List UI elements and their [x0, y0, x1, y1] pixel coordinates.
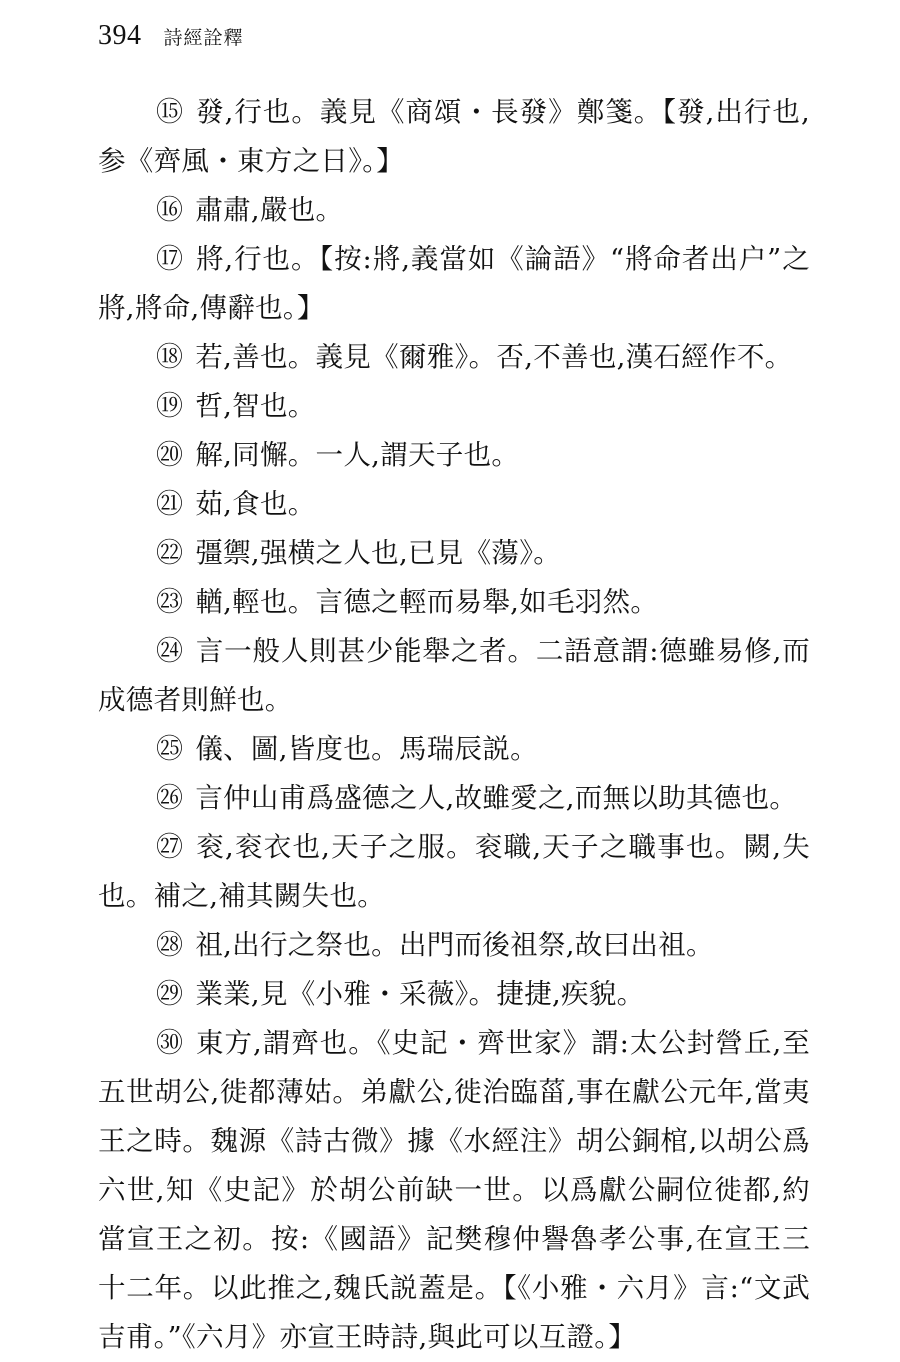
note-text: 言一般人則甚少能舉之者。二語意謂:德雖易修,而成德者則鮮也。 [98, 635, 810, 716]
note-18 [98, 333, 810, 382]
note-text: 輶,輕也。言德之輕而易舉,如毛羽然。 [195, 586, 659, 618]
note-marker: ㉓ [156, 587, 184, 618]
note-26 [98, 774, 810, 823]
note-21 [98, 480, 810, 529]
page-number: 394 [98, 20, 142, 51]
note-15 [98, 88, 810, 186]
note-text: 發,行也。義見《商頌・長發》鄭箋。【發,出行也,参《齊風・東方之日》。】 [98, 96, 810, 177]
note-marker: ㉖ [156, 783, 184, 814]
note-marker: ㉕ [156, 734, 184, 765]
note-marker: ㉙ [156, 979, 184, 1010]
note-text: 茹,食也。 [195, 488, 316, 520]
note-20 [98, 431, 810, 480]
note-text: 儀、圖,皆度也。馬瑞辰説。 [195, 733, 538, 765]
note-30 [98, 1019, 810, 1362]
note-text: 東方,謂齊也。《史記・齊世家》謂:太公封營丘,至五世胡公,徙都薄姑。弟獻公,徙治臨菑,事在獻公元年,當夷王之時。魏源《詩古微》據《水經注》胡公銅棺,以胡公爲六世,知《史記》於胡公前缺一世。以爲獻公嗣位徙都,約當宣王之初。按:《國語》記樊穆仲譽魯孝公事,在宣王三十二年。以此推之,魏氏説蓋是。【《小雅・六月》言:“文武吉甫。”《六月》亦宣王時詩,與此可以互證。】 [98, 1027, 810, 1353]
note-22 [98, 529, 810, 578]
note-marker: ⑰ [156, 244, 184, 275]
note-text: 祖,出行之祭也。出門而後祖祭,故曰出祖。 [195, 929, 714, 961]
running-header [98, 20, 244, 56]
note-27 [98, 823, 810, 921]
annotation-list [98, 88, 810, 1362]
note-text: 哲,智也。 [195, 390, 316, 422]
note-16 [98, 186, 810, 235]
note-19 [98, 382, 810, 431]
note-text: 業業,見《小雅・采薇》。捷捷,疾貌。 [195, 978, 645, 1010]
note-text: 言仲山甫爲盛德之人,故雖愛之,而無以助其德也。 [195, 782, 798, 814]
note-text: 衮,衮衣也,天子之服。衮職,天子之職事也。闕,失也。補之,補其闕失也。 [98, 831, 810, 912]
note-marker: ⑮ [156, 97, 184, 128]
note-23 [98, 578, 810, 627]
note-28 [98, 921, 810, 970]
note-text: 解,同懈。一人,謂天子也。 [195, 439, 520, 471]
note-marker: ⑲ [156, 391, 184, 422]
note-17 [98, 235, 810, 333]
note-29 [98, 970, 810, 1019]
note-marker: ㉗ [156, 832, 184, 863]
note-marker: ⑳ [156, 440, 184, 471]
book-title: 詩經詮釋 [163, 27, 244, 49]
note-marker: ㉚ [156, 1028, 184, 1059]
note-marker: ㉘ [156, 930, 184, 961]
note-text: 彊禦,强横之人也,已見《蕩》。 [195, 537, 562, 569]
note-marker: ㉒ [156, 538, 184, 569]
note-marker: ㉑ [156, 489, 184, 520]
note-25 [98, 725, 810, 774]
note-marker: ⑱ [156, 342, 184, 373]
note-marker: ㉔ [156, 636, 184, 667]
note-text: 若,善也。義見《爾雅》。否,不善也,漢石經作不。 [195, 341, 793, 373]
note-marker: ⑯ [156, 195, 184, 226]
note-text: 肅肅,嚴也。 [195, 194, 344, 226]
note-text: 將,行也。【按:將,義當如《論語》“將命者出户”之將,將命,傳辭也。】 [98, 243, 810, 324]
note-24 [98, 627, 810, 725]
